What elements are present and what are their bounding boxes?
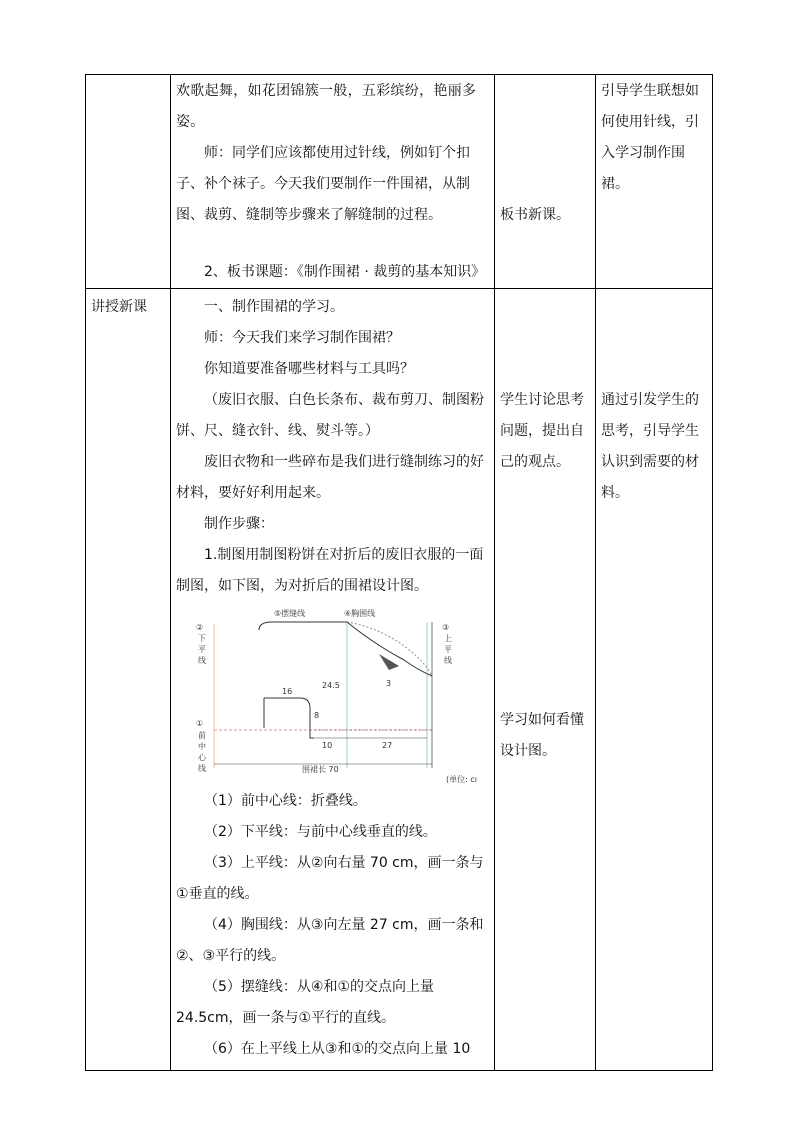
front-line-char: 前 <box>198 731 206 740</box>
content-paragraph: （废旧衣服、白色长条布、裁布剪刀、制图粉饼、尺、缝衣针、线、熨斗等。） <box>176 392 484 439</box>
content-paragraph: （4）胸围线：从③向左量 27 cm，画一条和②、③平行的线。 <box>176 917 484 964</box>
unit-label: (单位: cı <box>446 775 477 784</box>
student-activity-text: 学生讨论思考问题，提出自己的观点。 <box>500 392 584 470</box>
dim-total: 围裙长 70 <box>302 765 339 774</box>
content-line: （2）下平线：与前中心线垂直的线。 <box>204 824 437 840</box>
front-line-char: 线 <box>198 764 206 773</box>
design-intent-cell <box>596 289 713 1071</box>
apron-pattern-diagram <box>194 604 484 784</box>
content-line: 欢歌起舞，如花团锦簇一般，五彩缤纷，艳丽多姿。 <box>176 83 477 130</box>
dim-16: 16 <box>282 687 293 696</box>
content-paragraph: （3）上平线：从②向右量 70 cm，画一条与①垂直的线。 <box>176 855 484 902</box>
content-cell <box>171 289 495 1071</box>
design-intent-cell <box>596 75 713 289</box>
front-line-num: ① <box>196 719 204 728</box>
student-activity-text: 学习如何看懂设计图。 <box>500 712 584 759</box>
content-line: （1）前中心线：折叠线。 <box>204 793 367 809</box>
front-line-char: 心 <box>198 753 206 762</box>
content-line: 一、制作围裙的学习。 <box>204 299 344 315</box>
content-line: 师：今天我们来学习制作围裙？ <box>204 330 400 346</box>
stage-cell <box>86 289 171 1071</box>
student-activity-cell <box>495 75 596 289</box>
dim-3: 3 <box>386 679 392 688</box>
lower-line-char: 平 <box>198 645 206 654</box>
content-paragraph: 1.制图用制图粉饼在对折后的废旧衣服的一面制图，如下图，为对折后的围裙设计图。 <box>176 547 484 594</box>
design-intent-text: 通过引发学生的思考，引导学生认识到需要的材料。 <box>601 392 699 501</box>
upper-line-char: 平 <box>444 645 452 654</box>
content-paragraph: 2、板书课题：《制作围裙 · 裁剪的基本知识》 <box>204 264 486 280</box>
lower-line-char: 线 <box>198 656 206 665</box>
content-line: （6）在上平线上从③和①的交点向上量 10 <box>204 1041 471 1057</box>
student-activity-cell <box>495 289 596 1071</box>
upper-line-char: 上 <box>444 634 452 643</box>
content-line: 制作步骤： <box>204 516 274 532</box>
dim-8: 8 <box>314 711 320 720</box>
chest-line-label: ④胸围线 <box>344 609 376 618</box>
front-line-char: 中 <box>198 742 206 751</box>
content-cell <box>171 75 495 289</box>
apron-design-figure <box>194 604 484 784</box>
table-row <box>86 289 713 1071</box>
hem-line-label: ⑤摆缝线 <box>274 609 306 618</box>
dim-24-5: 24.5 <box>322 681 340 690</box>
dim-27: 27 <box>382 741 393 750</box>
table-row <box>86 75 713 289</box>
design-intent-text: 引导学生联想如何使用针线，引入学习制作围裙。 <box>601 83 699 192</box>
lesson-plan-table <box>85 74 713 1071</box>
lower-line-num: ② <box>196 623 204 632</box>
dim-10: 10 <box>322 741 333 750</box>
lower-line-char: 下 <box>198 634 206 643</box>
content-paragraph: 师：同学们应该都使用过针线，例如钉个扣子、补个袜子。今天我们要制作一件围裙，从制图、裁剪、缝制等步骤来了解缝制的过程。 <box>176 145 470 223</box>
content-line: 你知道要准备哪些材料与工具吗？ <box>204 361 414 377</box>
stage-label: 讲授新课 <box>91 299 147 315</box>
student-activity-text: 板书新课。 <box>500 207 570 223</box>
upper-line-char: 线 <box>444 656 452 665</box>
stage-cell <box>86 75 171 289</box>
content-paragraph: 废旧衣物和一些碎布是我们进行缝制练习的好材料，要好好利用起来。 <box>176 454 484 501</box>
content-paragraph: （5）摆缝线：从④和①的交点向上量 24.5cm，画一条与①平行的直线。 <box>176 979 435 1026</box>
upper-line-num: ③ <box>442 623 450 632</box>
